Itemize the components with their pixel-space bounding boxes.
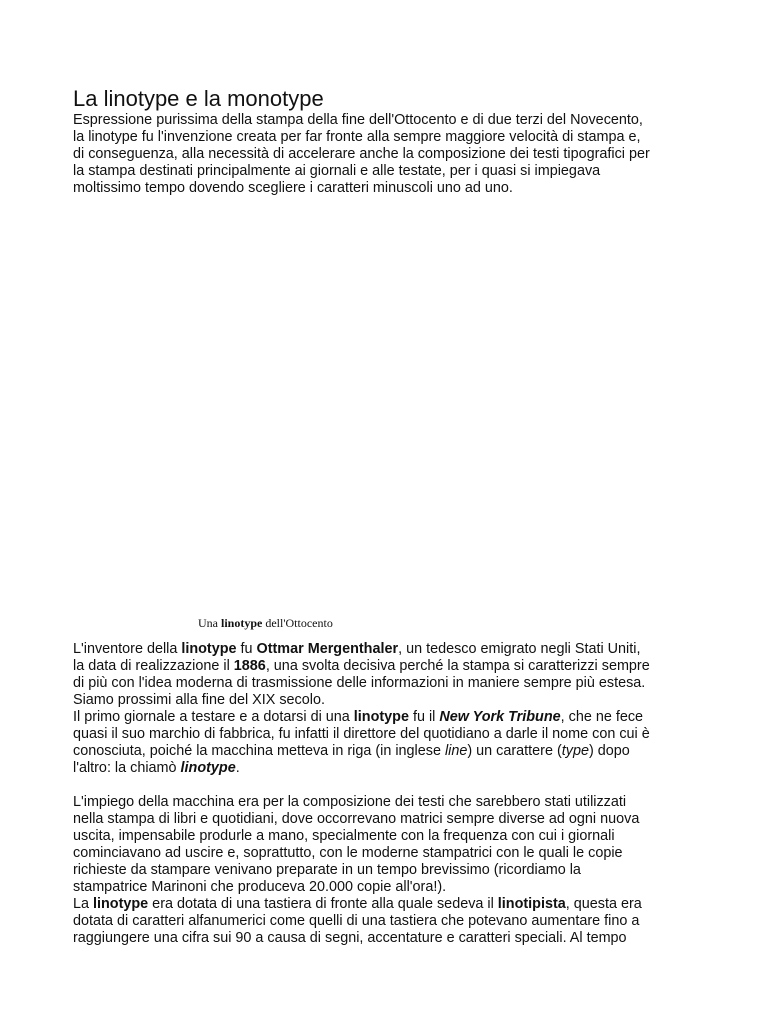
linotype-image-placeholder	[73, 205, 693, 605]
intro-line: di conseguenza, alla necessità di accelerare anche la composizione dei testi tipografici per	[73, 146, 650, 162]
intro-line: Espressione purissima della stampa della fine dell'Ottocento e di due terzi del Novecento,	[73, 112, 643, 128]
page-title: La linotype e la monotype	[73, 86, 324, 111]
image-caption: Una linotype dell'Ottocento	[198, 616, 333, 630]
intro-line: la linotype fu l'invenzione creata per far fronte alla sempre maggiore velocità di stampa e,	[73, 129, 641, 145]
intro-paragraph	[73, 112, 713, 197]
paragraph-inventor: L'inventore della linotype fu Ottmar Mergenthaler, un tedesco emigrato negli Stati Uniti, la data di realizzazione il 1886, una svolta decisiva perché la stampa si caratterizzi sempre di più con l'idea moderna di trasmissione delle informazioni in maniere sempre più estesa. Siamo prossimi alla fine del XIX secolo. Il primo giornale a testare e a dotarsi di una linotype fu il New York Tribune, che ne fece quasi il suo marchio di fabbrica, fu infatti il direttore del quotidiano a darle il nome con cui è conosciuta, poiché la macchina metteva in riga (in inglese line) un carattere (type) dopo l'altro: la chiamò linotype.	[73, 641, 650, 776]
intro-line: moltissimo tempo dovendo scegliere i caratteri minuscoli uno ad uno.	[73, 180, 513, 196]
paragraph-usage: L'impiego della macchina era per la composizione dei testi che sarebbero stati utilizzati nella stampa di libri e quotidiani, dove occorrevano matrici sempre diverse ad ogni nuova uscita, impensabile produrle a mano, specialmente con la frequenza con cui i giornali cominciavano ad uscire e, soprattutto, con le moderne stampatrici con le quali le copie richieste da stampare venivano preparate in un tempo brevissimo (ricordiamo la stampatrice Marinoni che produceva 20.000 copie all'ora!). La linotype era dotata di una tastiera di fronte alla quale sedeva il linotipista, questa era dotata di caratteri alfanumerici come quelli di una tastiera che potevano aumentare fino a raggiungere una cifra sui 90 a causa di segni, accentature e caratteri speciali. Al tempo	[73, 794, 642, 946]
intro-line: la stampa destinati principalmente ai giornali e alle testate, per i quasi si impiegava	[73, 163, 601, 179]
